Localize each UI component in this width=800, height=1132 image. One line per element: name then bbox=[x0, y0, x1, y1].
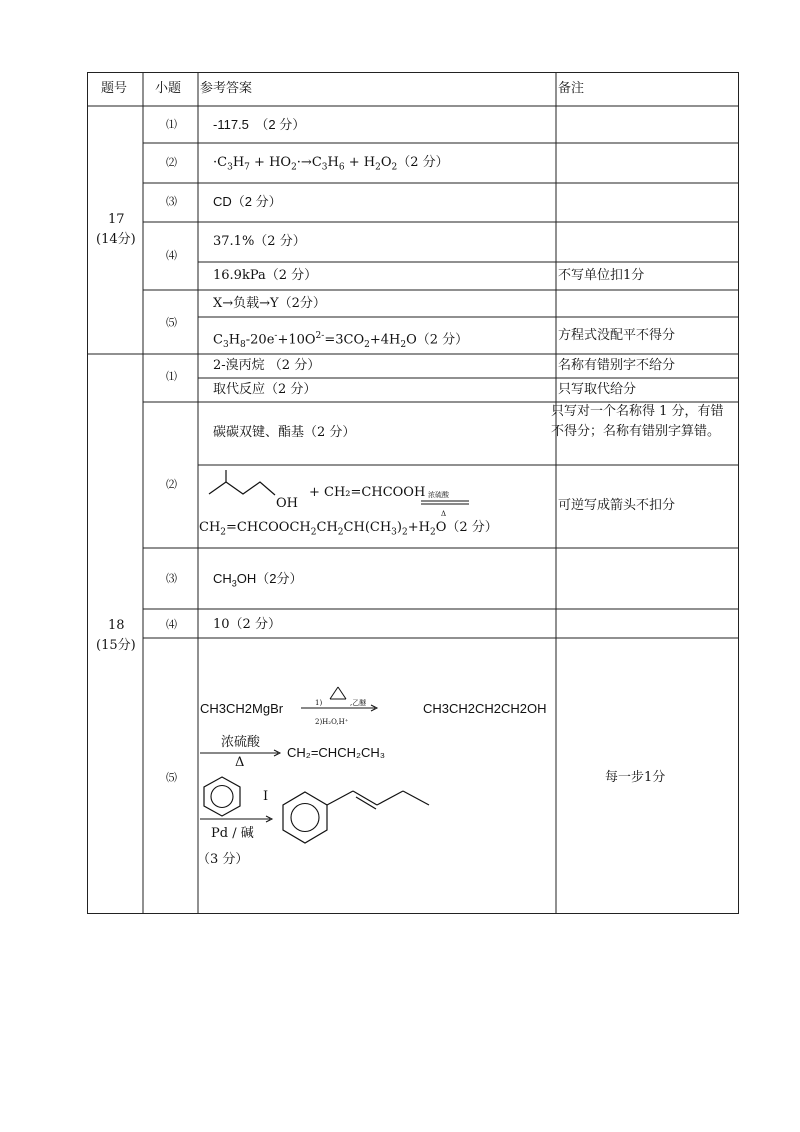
q18-p5-label: ⑸ bbox=[166, 771, 177, 784]
q18-p5-iodo: I bbox=[263, 789, 269, 804]
q17-p5-answer2: $C_3H_8-20e^-+10O^{2-}=3CO_2+4H_2O(2$ 分） bbox=[213, 331, 469, 350]
q17-p5-label: ⑸ bbox=[166, 316, 177, 329]
q17-score: (14分) bbox=[96, 232, 136, 247]
q18-p5-step3-bottom: Pd / 碱 bbox=[211, 826, 254, 841]
q18-p2-product: $CH_2=CHCOOCH_2CH_2CH(CH_3)_2+H_2O(2$ 分） bbox=[199, 520, 498, 538]
q18-p5-product2: CH₂=CHCH₂CH₃ bbox=[287, 745, 386, 760]
q18-p3-label: ⑶ bbox=[166, 572, 177, 585]
q17-p3-label: ⑶ bbox=[166, 195, 177, 208]
q18-p5-score: （3 分） bbox=[197, 852, 249, 867]
iodobenzene-structure bbox=[199, 774, 245, 818]
q18-p5-step1-solvent: ,乙醚 bbox=[350, 699, 367, 707]
q17-p5-note: 方程式没配平不得分 bbox=[558, 328, 676, 343]
q17-p1-answer: -117.5 （2 分） bbox=[213, 117, 306, 132]
header-note: 备注 bbox=[558, 81, 585, 96]
q18-p5-note: 每一步1分 bbox=[605, 770, 666, 785]
header-question: 题号 bbox=[101, 81, 128, 96]
q17-number: 17 bbox=[108, 212, 125, 227]
q18-p1-answer1: 2-溴丙烷 （2 分） bbox=[213, 358, 321, 373]
phenylbutene-structure bbox=[273, 774, 443, 854]
q18-p5-step1-bottom: 2)H₂O,H⁺ bbox=[315, 718, 349, 726]
q18-p5-start: CH3CH2MgBr bbox=[200, 701, 284, 716]
q18-p2-oh: OH bbox=[276, 496, 298, 511]
q17-p4-label: ⑷ bbox=[166, 249, 177, 262]
q18-p2-note1: 只写对一个名称得 1 分，有错不得分；名称有错别字算错。 bbox=[551, 404, 724, 439]
q18-p2-answer1: 碳碳双键、酯基（2 分） bbox=[213, 425, 356, 440]
q17-p5-answer1: X→负载→Y（2分） bbox=[213, 296, 326, 311]
q18-p1-note2: 只写取代给分 bbox=[558, 382, 637, 397]
q18-p2-note2: 可逆写成箭头不扣分 bbox=[558, 498, 676, 513]
q18-p5-step2-bottom: Δ bbox=[235, 755, 245, 770]
q18-p1-label: ⑴ bbox=[166, 370, 177, 383]
q18-p4-label: ⑷ bbox=[166, 618, 177, 631]
q18-p5-product1: CH3CH2CH2CH2OH bbox=[423, 701, 547, 716]
q18-score: (15分) bbox=[96, 638, 136, 653]
q18-p2-label: ⑵ bbox=[166, 478, 177, 491]
q18-p2-delta: Δ bbox=[441, 510, 447, 518]
reaction-arrow-3-icon bbox=[200, 815, 276, 823]
answer-table bbox=[87, 72, 739, 914]
q18-p2-reagent: + CH₂=CHCOOH bbox=[309, 485, 426, 500]
q18-p2-catalyst: 浓硫酸 bbox=[428, 491, 449, 499]
q17-p3-answer: CD（2 分） bbox=[213, 194, 282, 209]
epoxide-icon bbox=[327, 682, 349, 702]
q18-p5-step2-top: 浓硫酸 bbox=[221, 735, 261, 750]
q17-p2-answer: $\cdot C_3H_7 + HO_2\cdot\to C_3H_6 + H_2O_2(2$ 分） bbox=[213, 155, 449, 173]
q18-p1-note1: 名称有错别字不给分 bbox=[558, 358, 676, 373]
q18-p4-answer: 10（2 分） bbox=[213, 617, 281, 632]
q18-p5-step1-top: 1) bbox=[315, 699, 323, 707]
header-subquestion: 小题 bbox=[155, 81, 182, 96]
reaction-arrow-1-icon bbox=[301, 704, 381, 712]
header-answer: 参考答案 bbox=[200, 81, 253, 96]
q18-number: 18 bbox=[108, 618, 125, 633]
q17-p4-answer2: 16.9kPa（2 分） bbox=[213, 268, 318, 283]
q17-p2-label: ⑵ bbox=[166, 156, 177, 169]
q17-p4-note: 不写单位扣1分 bbox=[558, 268, 645, 283]
q17-p1-label: ⑴ bbox=[166, 118, 177, 131]
q18-p1-answer2: 取代反应（2 分） bbox=[213, 382, 317, 397]
q17-p4-answer1: 37.1%（2 分） bbox=[213, 234, 306, 249]
q18-p3-answer: $CH_3OH(2$分） bbox=[213, 571, 303, 589]
